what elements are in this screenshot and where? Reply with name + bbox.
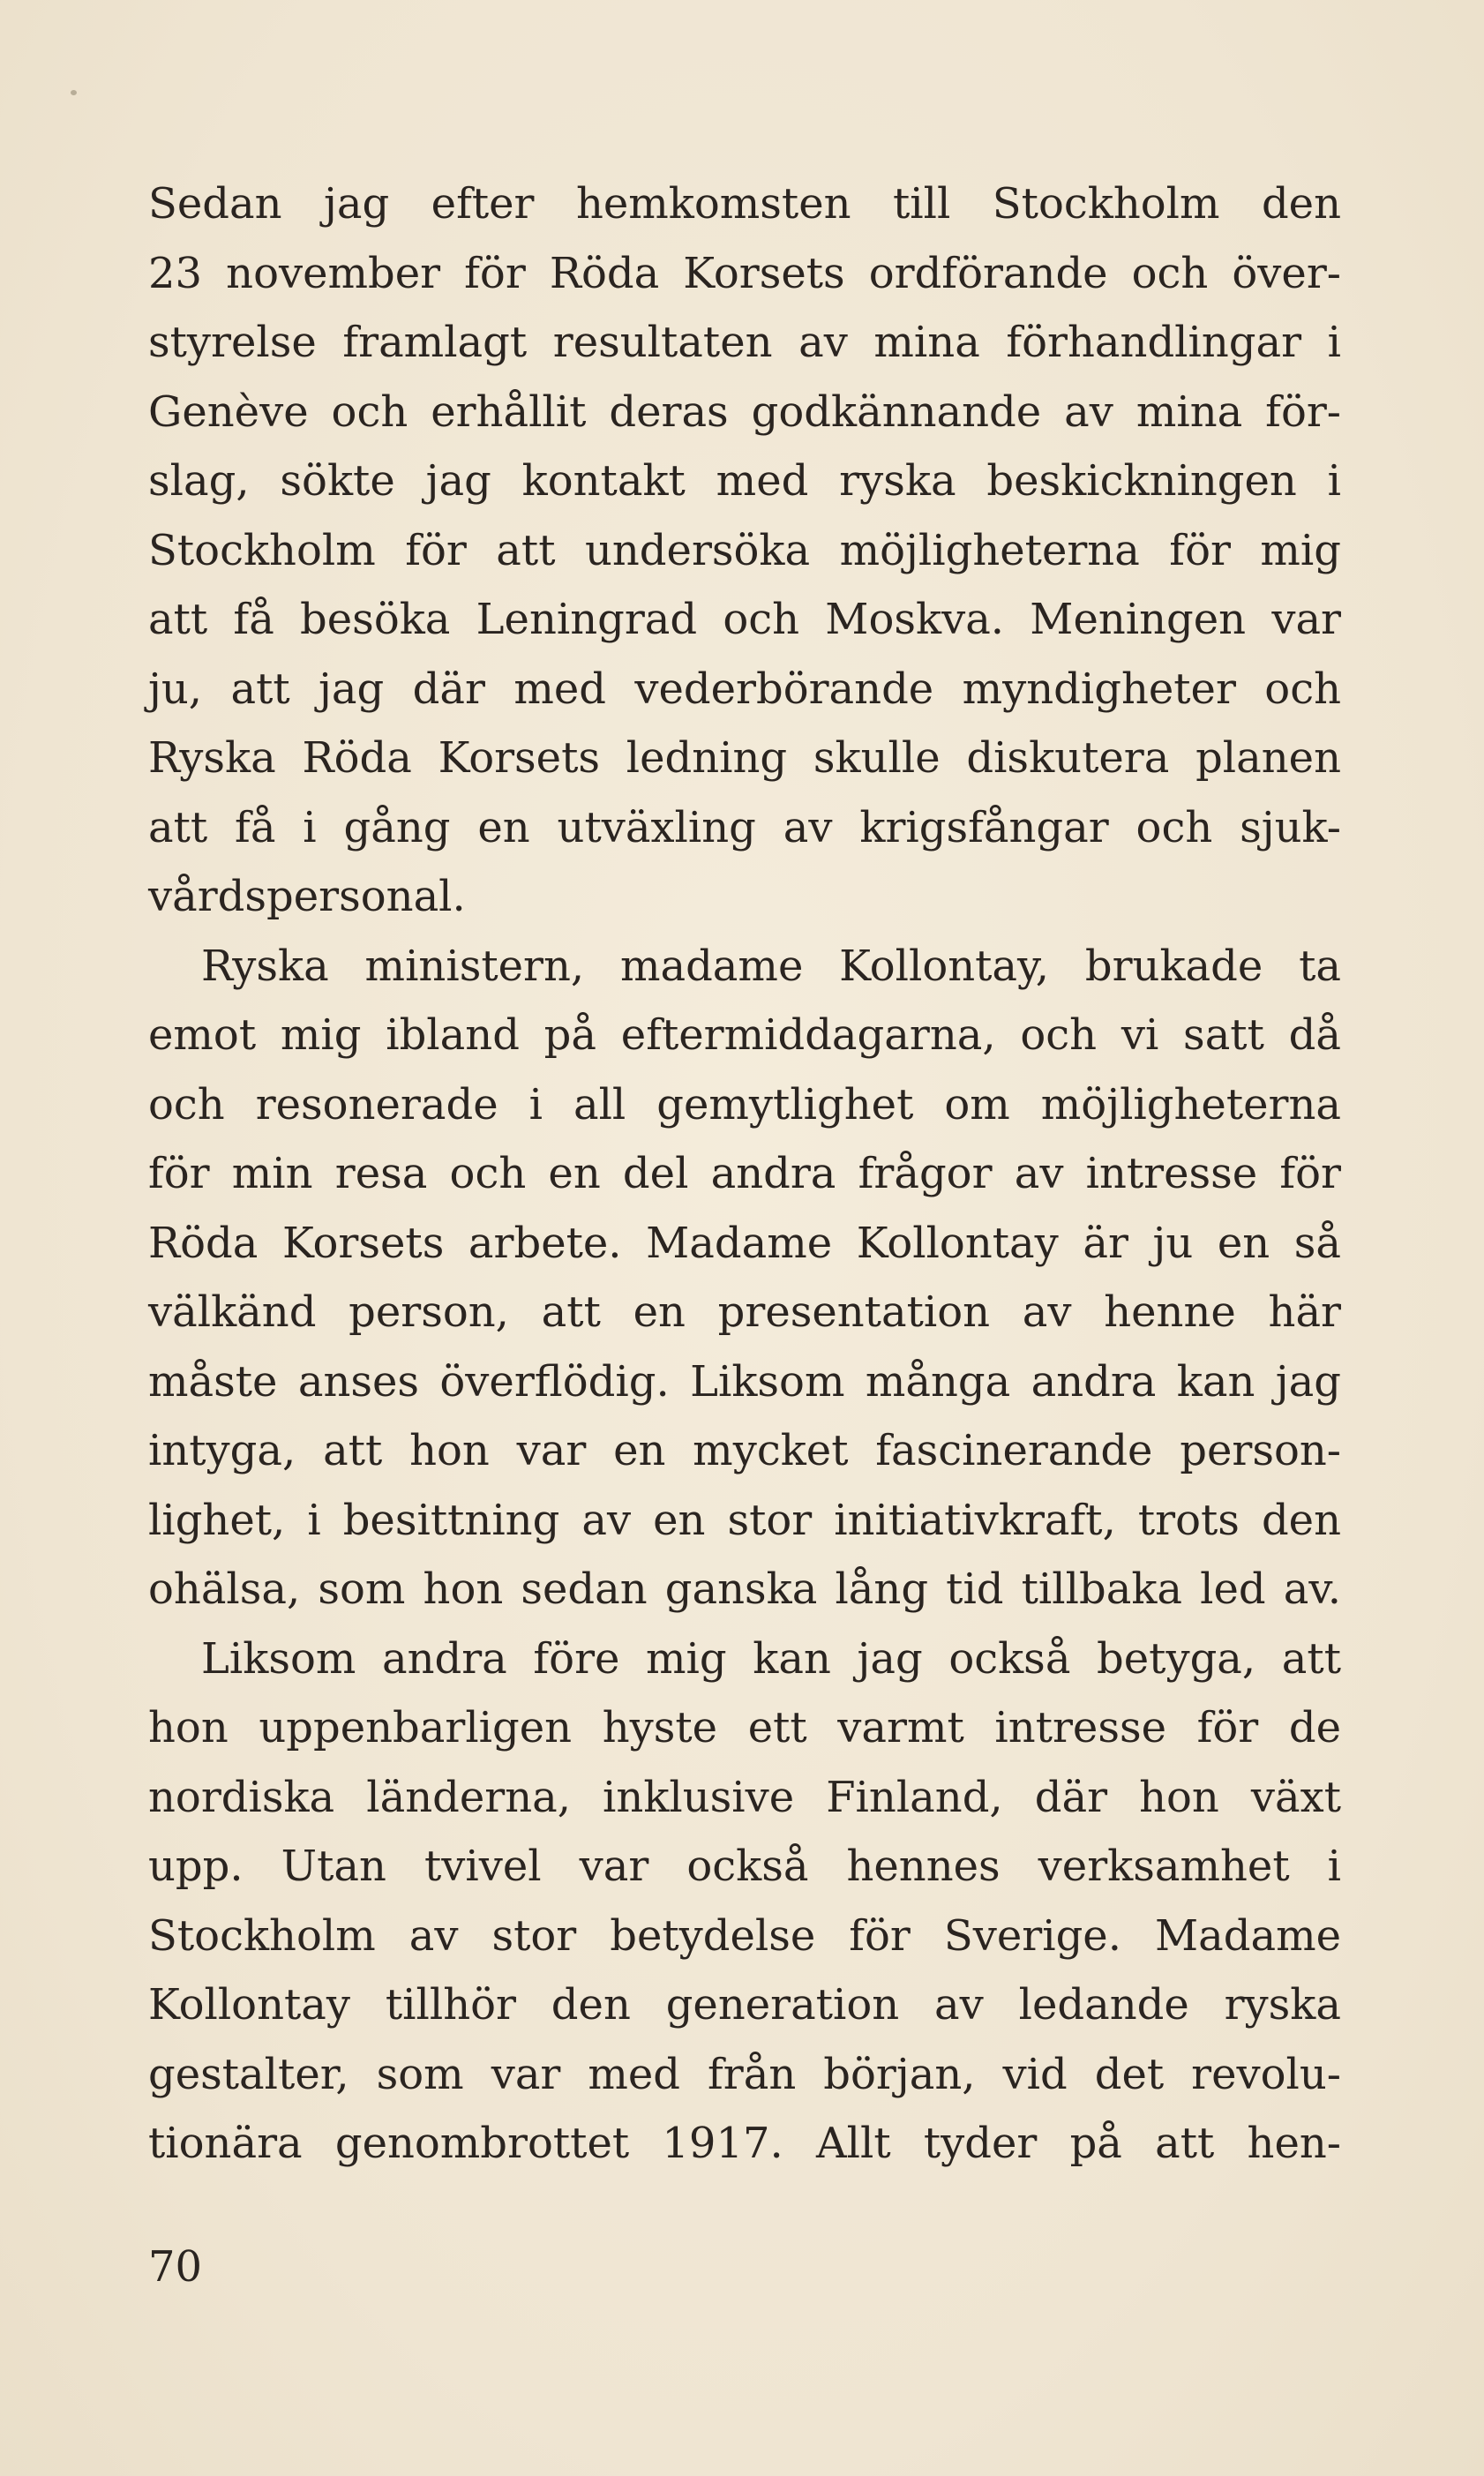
text-line: gestalter, som var med från början, vid det revolu-	[148, 2049, 1341, 2099]
text-line: lighet, i besittning av en stor initiativkraft, trots den	[148, 1495, 1341, 1545]
text-line: Liksom andra före mig kan jag också betyga, att	[201, 1633, 1341, 1684]
text-line: styrelse framlagt resultaten av mina förhandlingar i	[148, 318, 1341, 367]
text-line: måste anses överflödig. Liksom många andra kan jag	[148, 1356, 1341, 1407]
text-line: välkänd person, att en presentation av henne här	[148, 1287, 1341, 1337]
text-line: att få besöka Leningrad och Moskva. Meningen var	[148, 595, 1341, 644]
text-line: hon uppenbarligen hyste ett varmt intresse för de	[148, 1703, 1341, 1752]
text-line: och resonerade i all gemytlighet om möjligheterna	[148, 1079, 1341, 1129]
text-line: Ryska ministern, madame Kollontay, brukade ta	[201, 941, 1341, 991]
page-number: 70	[148, 2242, 203, 2292]
text-line: ohälsa, som hon sedan ganska lång tid tillbaka led av.	[148, 1564, 1341, 1614]
text-line: 23 november för Röda Korsets ordförande och över-	[148, 248, 1341, 298]
text-line: Stockholm av stor betydelse för Sverige. Madame	[148, 1910, 1341, 1961]
text-line: Sedan jag efter hemkomsten till Stockholm den	[148, 179, 1341, 229]
text-line: ju, att jag där med vederbörande myndigheter och	[148, 664, 1341, 714]
text-line: vårdspersonal.	[148, 872, 466, 921]
text-line: att få i gång en utväxling av krigsfångar och sjuk-	[148, 802, 1341, 852]
text-line: Röda Korsets arbete. Madame Kollontay är ju en så	[148, 1218, 1341, 1268]
body-text	[148, 169, 1341, 2179]
text-line: upp. Utan tvivel var också hennes verksamhet i	[148, 1842, 1341, 1891]
paper-speck	[71, 90, 77, 95]
text-line: Stockholm för att undersöka möjligheterna för mig	[148, 525, 1341, 575]
text-line: Ryska Röda Korsets ledning skulle diskutera planen	[148, 733, 1341, 783]
text-line: tionära genombrottet 1917. Allt tyder på att hen-	[148, 2119, 1341, 2168]
text-line: för min resa och en del andra frågor av intresse för	[148, 1149, 1341, 1198]
text-line: Genève och erhållit deras godkännande av mina för-	[148, 386, 1341, 437]
text-line: nordiska länderna, inklusive Finland, där hon växt	[148, 1772, 1341, 1822]
text-line: slag, sökte jag kontakt med ryska beskickningen i	[148, 456, 1341, 506]
text-line: intyga, att hon var en mycket fascinerande person-	[148, 1426, 1341, 1475]
text-line: Kollontay tillhör den generation av ledande ryska	[148, 1980, 1341, 2030]
text-line: emot mig ibland på eftermiddagarna, och vi satt då	[148, 1010, 1341, 1060]
